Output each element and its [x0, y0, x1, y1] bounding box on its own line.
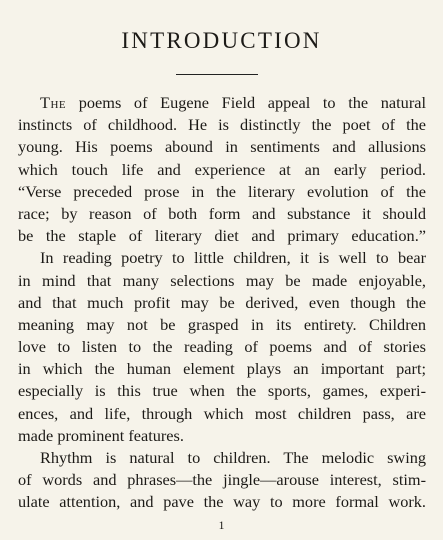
text-line: especially is this true when the sports, games, experi- [18, 381, 426, 401]
lead-word: The [40, 93, 67, 112]
title-rule [176, 74, 258, 75]
text-line: instincts of childhood. He is distinctly the poet of the [18, 115, 426, 135]
text-line: and that much profit may be derived, even though the [18, 292, 426, 312]
text-line: in mind that many selections may be made enjoyable, [18, 270, 426, 290]
text-line: of words and phrases—the jingle—arouse interest, stim- [18, 470, 426, 490]
text-line [18, 92, 426, 114]
text-line: Rhythm is natural to children. The melodic swing [40, 448, 426, 467]
text-line: ences, and life, through which most children pass, are [18, 403, 426, 423]
text-line-content: poems of Eugene Field appeal to the natural [66, 93, 426, 112]
introduction-text [18, 92, 426, 514]
paragraph-1 [18, 92, 426, 247]
text-line: which touch life and experience at an early period. [18, 159, 426, 179]
page-title: INTRODUCTION [121, 28, 322, 53]
text-line: made prominent features. [18, 425, 184, 445]
paragraph-2 [18, 247, 426, 447]
text-line: race; by reason of both form and substance it should [18, 203, 426, 223]
text-line: In reading poetry to little children, it is well to bear [40, 248, 426, 268]
text-line: young. His poems abound in sentiments and allusions [18, 137, 426, 157]
text-line: be the staple of literary diet and primary education.” [18, 226, 426, 246]
text-line: “Verse preceded prose in the literary evolution of the [18, 181, 426, 201]
text-line: meaning may not be grasped in its entirety. Children [18, 314, 426, 334]
text-line: love to listen to the reading of poems and of stories [18, 337, 426, 357]
text-line: ulate attention, and pave the way to more formal work. [18, 492, 426, 512]
paragraph-3 [18, 447, 426, 514]
page-number: 1 [218, 518, 225, 532]
text-line: in which the human element plays an important part; [18, 359, 426, 379]
